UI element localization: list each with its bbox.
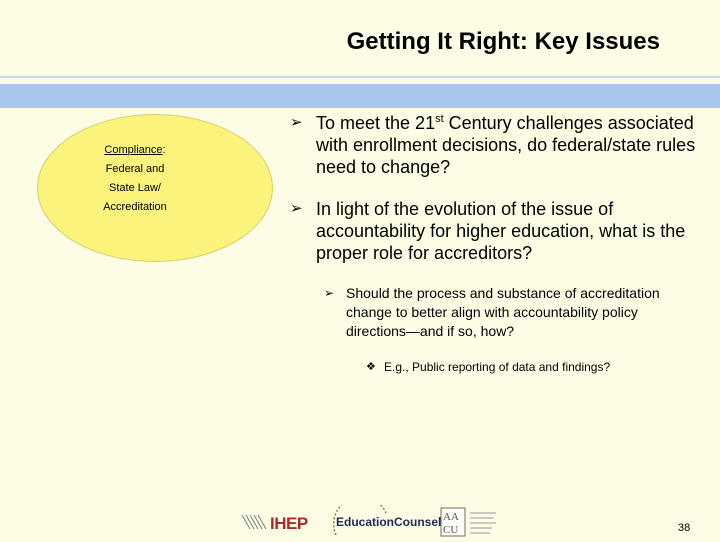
- diamond-bullet-icon: ❖: [366, 361, 376, 373]
- oval-text: [65, 141, 205, 217]
- arrow-bullet-icon: ➢: [290, 200, 303, 217]
- svg-text:CU: CU: [443, 524, 459, 536]
- bullet-2: [290, 198, 700, 264]
- sub-sub-bullet: [366, 359, 700, 375]
- aacu-mark-icon: [440, 507, 500, 537]
- aacu-logo: [440, 507, 500, 542]
- arrow-bullet-icon: ➢: [324, 286, 335, 300]
- slide-title: Getting It Right: Key Issues: [346, 28, 660, 55]
- bullet-list: [290, 112, 700, 375]
- svg-text:AA: AA: [443, 511, 459, 523]
- oval-line-2: Federal and: [105, 163, 165, 175]
- topic-oval: [37, 114, 273, 262]
- sub-sub-bullet-text: E.g., Public reporting of data and findings?: [384, 360, 611, 374]
- ihep-logo-text: IHEP: [270, 514, 308, 533]
- page-number: 38: [678, 522, 691, 534]
- oval-line-4: Accreditation: [103, 201, 167, 213]
- education-counsel-logo-text: EducationCounsel: [336, 515, 442, 529]
- sub-bullet: [324, 284, 676, 341]
- education-counsel-logo: [330, 505, 440, 542]
- oval-line-3: State Law/: [109, 182, 161, 194]
- oval-heading: Compliance: [104, 144, 163, 156]
- header-band: [0, 84, 720, 108]
- ihep-lines-icon: [240, 513, 268, 531]
- sub-bullet-text: Should the process and substance of accreditation change to better align with accountability policy directions—and if so, how?: [346, 285, 660, 339]
- bullet-2-text: In light of the evolution of the issue of accountability for higher education, what is the proper role for accreditors?: [316, 199, 686, 263]
- oval-heading-colon: :: [162, 144, 166, 156]
- bullet-1-text-pre: To meet the 21: [316, 113, 436, 133]
- bullet-1-text-post: Century challenges associated with enrollment decisions, do federal/state rules need to change?: [316, 113, 696, 177]
- arrow-bullet-icon: ➢: [290, 114, 303, 131]
- footer-logos: [240, 505, 520, 537]
- title-rule: [0, 76, 720, 78]
- bullet-1: [290, 112, 700, 178]
- bullet-1-sup: st: [435, 113, 444, 125]
